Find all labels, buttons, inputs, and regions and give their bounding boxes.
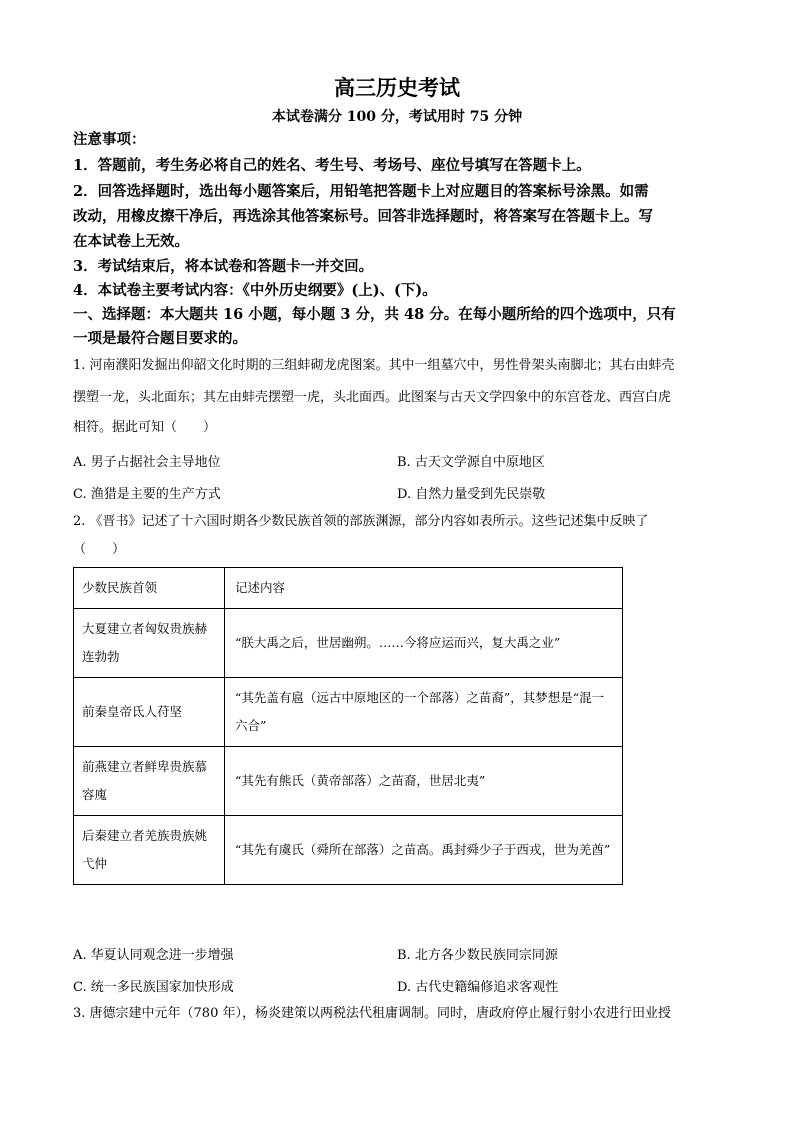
- table-cell-content: “朕大禹之后，世居幽朔。……今将应运而兴，复大禹之业”: [225, 609, 623, 678]
- notice-line: 1．答题前，考生务必将自己的姓名、考生号、考场号、座位号填写在答题卡上。: [73, 157, 591, 174]
- table-cell-content: “其先有熊氏（黄帝部落）之苗裔，世居北夷”: [225, 747, 623, 816]
- question-2-option-a: A. 华夏认同观念进一步增强: [73, 948, 234, 963]
- question-2-text: 2. 《晋书》记述了十六国时期各少数民族首领的部族渊源，部分内容如表所示。这些记述集中反映了: [73, 514, 649, 529]
- table-row: [74, 816, 623, 885]
- table-cell-content: “其先有虞氏（舜所在部落）之苗高。禹封舜少子于西戎，世为羌酋”: [225, 816, 623, 885]
- notice-heading: 注意事项：: [73, 131, 146, 148]
- table-cell-leader: 后秦建立者羌族贵族姚弋仲: [74, 816, 225, 885]
- question-1-option-d: D. 自然力量受到先民崇敬: [397, 487, 546, 502]
- notice-line: 在本试卷上无效。: [73, 233, 189, 250]
- table-cell-content: “其先盖有扈（远古中原地区的一个部落）之苗裔”，其梦想是“混一六合”: [225, 678, 623, 747]
- question-1-text: 1. 河南濮阳发掘出仰韶文化时期的三组蚌砌龙虎图案。其中一组墓穴中，男性骨架头南脚北；其右由蚌壳: [73, 358, 675, 373]
- table-row: [74, 609, 623, 678]
- question-2-option-b: B. 北方各少数民族同宗同源: [397, 948, 558, 963]
- notice-line: 4．本试卷主要考试内容：《中外历史纲要》(上)、(下)。: [73, 282, 437, 299]
- table-cell-leader: 前秦皇帝氐人苻坚: [74, 678, 225, 747]
- section-heading: 一项是最符合题目要求的。: [73, 330, 247, 347]
- notice-line: 2．回答选择题时，选出每小题答案后，用铅笔把答题卡上对应题目的答案标号涂黑。如需: [73, 183, 649, 200]
- table-header-row: [74, 568, 623, 609]
- table-cell-leader: 前燕建立者鲜卑贵族慕容廆: [74, 747, 225, 816]
- exam-subtitle: 本试卷满分 100 分，考试用时 75 分钟: [271, 109, 523, 125]
- question-1-text: 相符。据此可知（ ）: [73, 420, 217, 435]
- section-heading: 一、选择题：本大题共 16 小题，每小题 3 分，共 48 分。在每小题所给的四个选项中，只有: [73, 306, 676, 323]
- table-row: [74, 747, 623, 816]
- table-header-cell: 记述内容: [225, 568, 623, 609]
- question-2-option-c: C. 统一多民族国家加快形成: [73, 980, 234, 995]
- notice-line: 改动，用橡皮擦干净后，再选涂其他答案标号。回答非选择题时，将答案写在答题卡上。写: [73, 208, 653, 225]
- question-1-text: 摆塑一龙，头北面东；其左由蚌壳摆塑一虎，头北面西。此图案与古天文学四象中的东宫苍龙、西宫白虎: [73, 390, 672, 405]
- question-2-table: [73, 567, 623, 885]
- question-2-text: （ ）: [73, 542, 126, 557]
- table-header-cell: 少数民族首领: [74, 568, 225, 609]
- notice-line: 3．考试结束后，将本试卷和答题卡一并交回。: [73, 258, 374, 275]
- question-2-option-d: D. 古代史籍编修追求客观性: [397, 980, 559, 995]
- exam-title: 高三历史考试: [334, 75, 460, 100]
- question-3-text: 3. 唐德宗建中元年（780 年），杨炎建策以两税法代租庸调制。同时，唐政府停止履行射小农进行田业授: [73, 1006, 671, 1021]
- question-1-option-a: A. 男子占据社会主导地位: [73, 455, 221, 470]
- question-1-option-c: C. 渔猎是主要的生产方式: [73, 487, 221, 502]
- question-1-option-b: B. 古天文学源自中原地区: [397, 455, 545, 470]
- table-row: [74, 678, 623, 747]
- table-cell-leader: 大夏建立者匈奴贵族赫连勃勃: [74, 609, 225, 678]
